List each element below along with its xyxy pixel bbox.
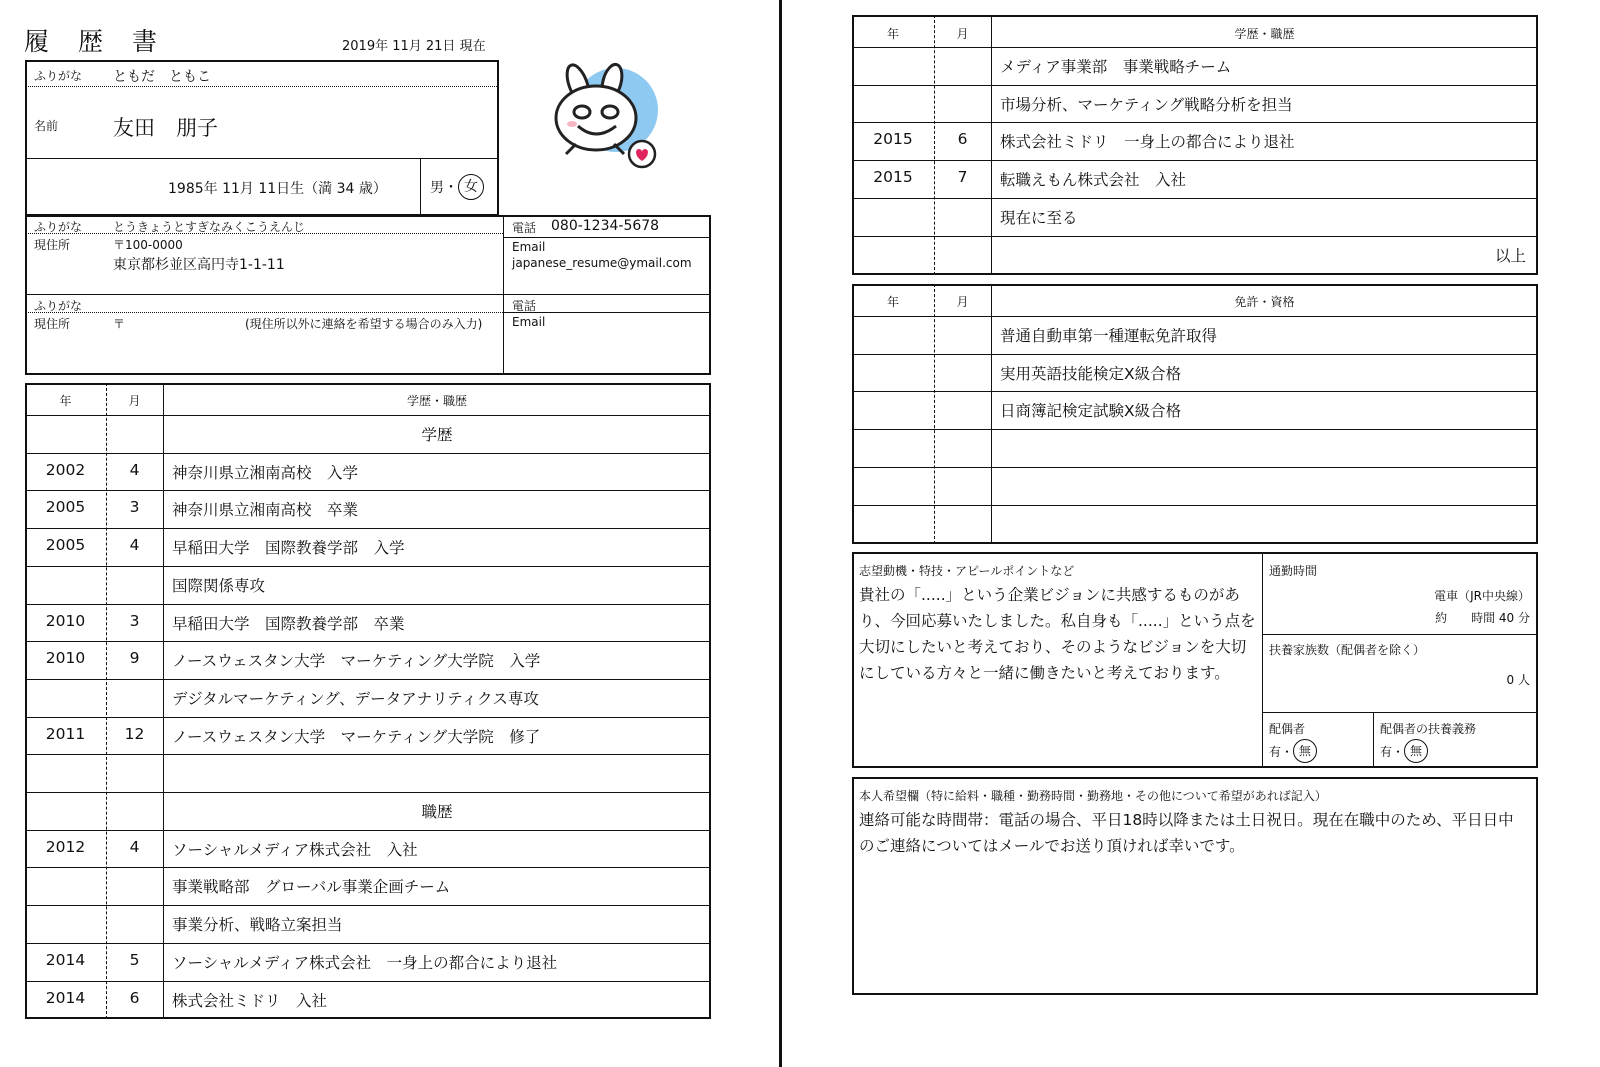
motivation-label: 志望動機・特技・アピールポイントなど [859,564,1075,578]
license-header-text: 免許・資格 [1234,295,1295,309]
row-month: 6 [129,988,140,1007]
row-year: 2014 [45,950,86,969]
address1-furigana[interactable]: とうきょうとすぎなみくこうえんじ [113,220,306,234]
name-label: 名前 [34,119,59,133]
row-month: 4 [129,536,140,555]
wishes-line: 連絡可能な時間帯：電話の場合、平日18時以降または土日祝日。現在在職中のため、平日日中 [859,811,1514,829]
page-divider [779,0,782,1067]
license-header-month: 月 [956,295,969,309]
commute-line1[interactable]: 電車（JR中央線） [1434,589,1530,603]
row-year: 2011 [45,724,86,743]
dependents-value[interactable]: 0 人 [1506,673,1530,687]
spouse-support-no: 無 [1404,739,1428,763]
row-year: 2012 [45,837,86,856]
license-header-year: 年 [886,295,899,309]
row-month: 4 [129,460,140,479]
address2-label: 現住所 [34,317,71,331]
wishes-text[interactable] [859,807,1514,859]
row-text: 株式会社ミドリ 一身上の都合により退社 [1000,133,1295,152]
spouse-support-yes: 有・ [1380,744,1405,759]
resume-title: 履 歴 書 [24,27,160,56]
birth-date[interactable]: 1985年 11月 11日生（満 34 歳） [168,181,387,197]
row-text: 早稲田大学 国際教養学部 卒業 [172,614,405,633]
wishes-label: 本人希望欄（特に給料・職種・勤務時間・勤務地・その他について希望があれば記入） [859,789,1327,803]
address2-furigana-label: ふりがな [34,299,83,313]
motivation-line: り、今回応募いたしました。私自身も「.....」という点を [859,612,1256,630]
wishes-line: のご連絡についてはメールでお送り頂ければ幸いです。 [859,837,1245,855]
row-text: 転職えもん株式会社 入社 [1000,171,1187,190]
spouse-no: 無 [1293,739,1317,763]
row-text: 早稲田大学 国際教養学部 入学 [172,539,405,558]
spouse-support-label: 配偶者の扶養義務 [1380,722,1477,736]
row-year: 2015 [873,130,913,149]
row-text: ノースウェスタン大学 マーケティング大学院 入学 [172,652,541,671]
row-month: 5 [129,950,140,969]
motivation-line: 大切にしたいと考えており、そのようなビジョンを大切 [859,638,1247,656]
row-month: 4 [129,837,140,856]
row-month: 3 [129,498,140,517]
commute-line2[interactable]: 約 時間 40 分 [1435,611,1530,625]
row-text: ソーシャルメディア株式会社 一身上の都合により退社 [172,953,558,972]
furigana-label: ふりがな [34,69,83,83]
address1-postal[interactable]: 〒100-0000 [113,238,183,252]
row-year: 2005 [45,498,86,517]
email1-value[interactable]: japanese_resume@ymail.com [512,256,692,270]
row-month: 9 [129,649,140,668]
table-row[interactable] [852,505,1538,543]
email2-label: Email [512,315,546,329]
gender-male: 男・ [430,180,458,196]
rabbit-sticker-icon [548,62,664,170]
row-section-heading: 学歴 [421,426,453,444]
dependents-label: 扶養家族数（配偶者を除く） [1269,643,1426,657]
photo-area [548,62,664,170]
phone1-label: 電話 [512,221,537,235]
commute-label: 通勤時間 [1269,564,1318,578]
table-row[interactable] [852,467,1538,505]
gender-female: 女 [458,174,484,200]
row-month: 7 [957,168,968,187]
history-right-header-year: 年 [886,27,899,41]
address1-furigana-label: ふりがな [34,220,83,234]
phone1-value[interactable]: 080-1234-5678 [551,218,660,234]
row-year: 2010 [45,611,86,630]
row-text: 普通自動車第一種運転免許取得 [1000,327,1218,345]
full-name[interactable]: 友田 朋子 [113,116,218,140]
row-text: ノースウェスタン大学 マーケティング大学院 修了 [172,727,541,746]
row-text: 事業分析、戦略立案担当 [172,916,343,935]
row-month: 12 [124,724,145,743]
row-text: 市場分析、マーケティング戦略分析を担当 [1000,95,1293,114]
row-text: ソーシャルメディア株式会社 入社 [172,840,418,859]
address2-note: (現住所以外に連絡を希望する場合のみ入力) [245,317,483,331]
history-right-header-text: 学歴・職歴 [1234,27,1295,41]
row-year: 2014 [45,988,86,1007]
row-text: 株式会社ミドリ 入社 [172,991,328,1010]
history-left-header-month: 月 [128,394,141,408]
row-text: 以上 [1494,246,1526,265]
as-of-date: 2019年 11月 21日 現在 [342,39,486,54]
motivation-line: にしている方々と一緒に働きたいと考えております。 [859,664,1230,682]
address1-address[interactable]: 東京都杉並区高円寺1-1-11 [113,257,285,273]
history-right-header-month: 月 [956,27,969,41]
address2-postal[interactable]: 〒 [113,317,126,331]
table-row[interactable] [25,754,711,792]
history-left-header-year: 年 [59,394,72,408]
gender-field[interactable] [430,174,484,200]
motivation-line: 貴社の「.....」という企業ビジョンに共感するものがあ [859,586,1240,604]
row-text: デジタルマーケティング、データアナリティクス専攻 [172,689,539,708]
row-month: 3 [129,611,140,630]
spouse-field[interactable] [1269,739,1317,763]
row-year: 2002 [45,460,86,479]
row-year: 2010 [45,649,86,668]
row-text: 国際関係専攻 [172,576,266,595]
email1-label: Email [512,240,546,254]
row-text: 神奈川県立湘南高校 入学 [172,463,359,482]
row-text: 実用英語技能検定X級合格 [1000,364,1182,383]
phone2-label: 電話 [512,299,537,313]
row-year: 2015 [873,168,913,187]
row-text: 日商簿記検定試験X級合格 [1000,402,1182,421]
row-text: 事業戦略部 グローバル事業企画チーム [172,878,451,897]
history-left-header-text: 学歴・職歴 [406,394,467,408]
row-text: 神奈川県立湘南高校 卒業 [172,501,359,520]
row-section-heading: 職歴 [421,803,453,821]
spouse-yes: 有・ [1269,744,1294,759]
row-text: メディア事業部 事業戦略チーム [1000,58,1232,76]
row-month: 6 [957,130,968,149]
name-reading[interactable]: ともだ ともこ [113,69,211,85]
spouse-label: 配偶者 [1269,722,1306,736]
motivation-text[interactable] [859,582,1256,686]
address1-label: 現住所 [34,238,71,252]
spouse-support-field[interactable] [1380,739,1428,763]
row-year: 2005 [45,536,86,555]
row-text: 現在に至る [1000,208,1078,227]
table-row[interactable] [852,429,1538,467]
